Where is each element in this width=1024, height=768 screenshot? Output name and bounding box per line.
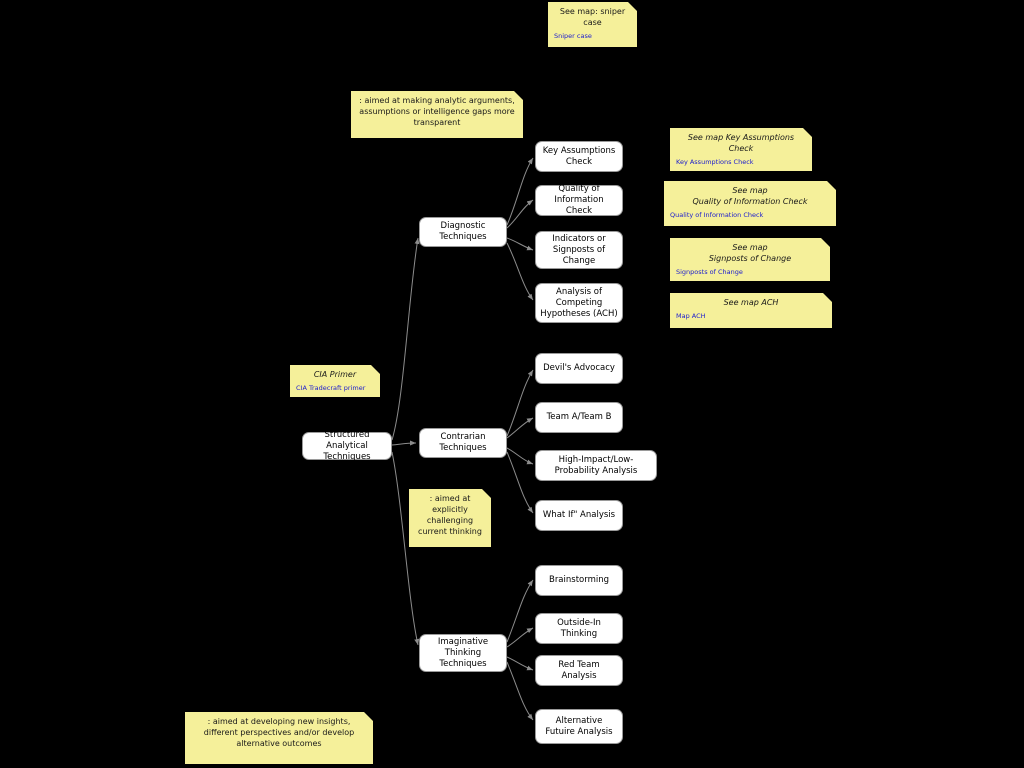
edge-root-contrarian xyxy=(392,443,416,445)
node-imaginative[interactable] xyxy=(419,634,507,672)
note-text-line: See map: sniper xyxy=(559,7,626,16)
node-label: Team A/Team B xyxy=(546,412,612,422)
edge-contrarian-highimpact xyxy=(507,448,533,464)
edge-imaginative-redteam xyxy=(507,657,533,670)
node-root[interactable] xyxy=(302,429,392,462)
note-text-line: : aimed at making analytic arguments, xyxy=(359,96,515,105)
node-label: Structured Analytical Techniques xyxy=(323,429,371,462)
note-link[interactable]: Key Assumptions Check xyxy=(676,158,754,166)
node-outsidein[interactable] xyxy=(535,613,623,644)
note-text-line: explicitly xyxy=(432,505,468,514)
edge-imaginative-altfuture xyxy=(507,662,533,720)
node-diagnostic[interactable] xyxy=(419,217,507,247)
note-link[interactable]: Quality of Information Check xyxy=(670,211,764,219)
note-text xyxy=(191,716,367,749)
note-text-line: See map ACH xyxy=(723,298,779,307)
note-text-line: : aimed at developing new insights, xyxy=(207,717,351,726)
note-kac-map xyxy=(670,128,812,171)
node-label: High-Impact/Low-Probability Analysis xyxy=(554,454,638,476)
note-text-line: alternative outcomes xyxy=(236,739,322,748)
node-highimpact[interactable] xyxy=(535,450,657,481)
node-label: Quality of Information Check xyxy=(554,184,604,216)
note-text xyxy=(415,493,485,537)
note-link[interactable]: Signposts of Change xyxy=(676,268,743,276)
node-redteam[interactable] xyxy=(535,655,623,686)
node-label: Red Team Analysis xyxy=(558,659,600,681)
node-brainstorming[interactable] xyxy=(535,565,623,596)
note-cia-primer xyxy=(290,365,380,397)
note-text-line: transparent xyxy=(413,118,461,127)
edge-contrarian-whatif xyxy=(507,452,533,513)
note-text-line: See map xyxy=(732,186,768,195)
note-contrarian-purpose xyxy=(409,489,491,547)
node-label: Brainstorming xyxy=(548,575,609,585)
edge-root-imaginative xyxy=(392,452,418,645)
note-ach-map xyxy=(670,293,832,328)
note-link[interactable]: CIA Tradecraft primer xyxy=(296,384,366,392)
node-whatif[interactable] xyxy=(535,500,623,531)
note-text xyxy=(357,95,517,128)
node-qoi[interactable] xyxy=(535,185,623,216)
note-link[interactable]: Sniper case xyxy=(554,32,592,40)
note-sniper xyxy=(548,2,637,47)
node-ach[interactable] xyxy=(535,283,623,323)
note-signposts-map xyxy=(670,238,830,281)
note-text-line: current thinking xyxy=(418,527,482,536)
note-text-line: : aimed at xyxy=(429,494,471,503)
node-indicators[interactable] xyxy=(535,231,623,269)
note-text xyxy=(676,132,806,154)
note-diagnostic-purpose xyxy=(351,91,523,138)
node-altfuture[interactable] xyxy=(535,709,623,744)
note-link[interactable]: Map ACH xyxy=(676,312,706,320)
note-text-line: Signposts of Change xyxy=(708,254,792,263)
node-label: Diagnostic Techniques xyxy=(439,221,487,242)
edge-contrarian-devils xyxy=(507,370,533,436)
note-text xyxy=(554,6,631,28)
edge-diagnostic-qoi xyxy=(507,200,533,228)
note-imaginative-purpose xyxy=(185,712,373,764)
note-text xyxy=(676,242,824,264)
note-text-line: challenging xyxy=(426,516,474,525)
edge-diagnostic-kac xyxy=(507,158,533,225)
edge-imaginative-brainstorming xyxy=(507,580,533,642)
note-text-line: See map xyxy=(732,243,768,252)
note-text-line: different perspectives and/or develop xyxy=(203,728,355,737)
node-label: Indicators or Signposts of Change xyxy=(552,233,606,266)
note-text xyxy=(676,297,826,308)
note-text-line: See map Key Assumptions Check xyxy=(687,133,795,153)
note-text xyxy=(670,185,830,207)
note-qoi-map xyxy=(664,181,836,226)
note-text-line: CIA Primer xyxy=(313,370,357,379)
note-text-line: case xyxy=(583,18,602,27)
edge-contrarian-teamab xyxy=(507,418,533,438)
node-label: Alternative Futuire Analysis xyxy=(545,715,613,737)
edge-diagnostic-indicators xyxy=(507,238,533,250)
node-kac[interactable] xyxy=(535,141,623,172)
node-teamab[interactable] xyxy=(535,402,623,433)
node-label: Contrarian Techniques xyxy=(439,432,487,453)
node-label: What If" Analysis xyxy=(542,510,616,520)
note-text xyxy=(296,369,374,380)
node-label: Imaginative Thinking Techniques xyxy=(437,636,489,669)
node-label: Devil's Advocacy xyxy=(543,363,615,373)
edge-diagnostic-ach xyxy=(507,243,533,300)
node-devils[interactable] xyxy=(535,353,623,384)
edge-imaginative-outsidein xyxy=(507,628,533,647)
note-text-line: assumptions or intelligence gaps more xyxy=(359,107,515,116)
node-label: Outside-In Thinking xyxy=(557,617,601,639)
node-label: Key Assumptions Check xyxy=(542,145,616,167)
edge-root-diagnostic xyxy=(392,238,418,440)
node-label: Analysis of Competing Hypotheses (ACH) xyxy=(540,286,618,319)
node-contrarian[interactable] xyxy=(419,428,507,458)
note-text-line: Quality of Information Check xyxy=(692,197,808,206)
